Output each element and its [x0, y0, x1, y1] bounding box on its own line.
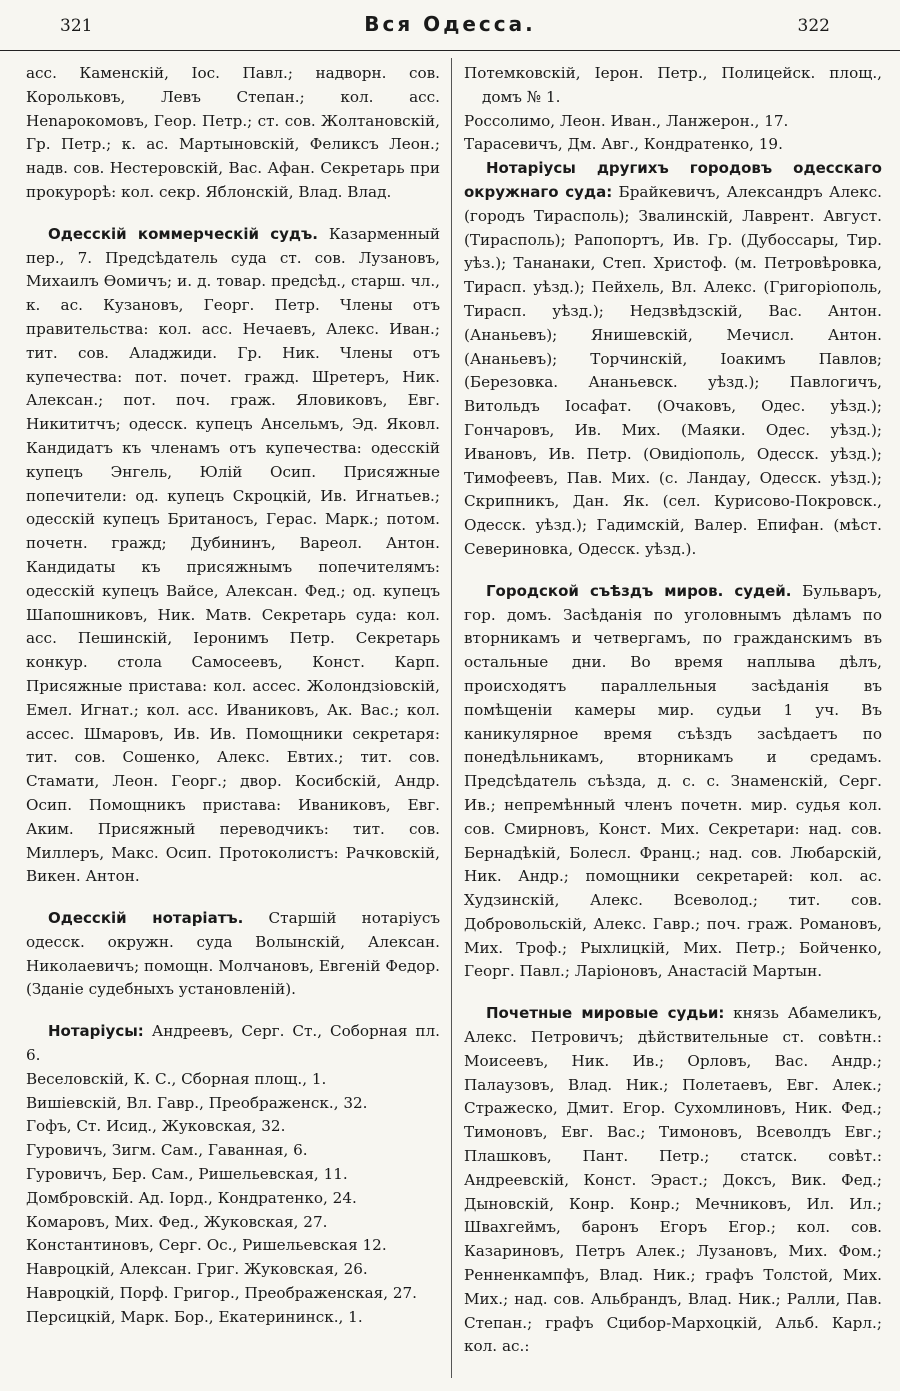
right-page-number: 322	[797, 16, 830, 36]
notary-entry: Навроцкій, Порф. Григор., Преображенская, 27.	[26, 1284, 418, 1303]
city-congress-text: Бульваръ, гор. домъ. Засѣданія по уголовнымъ дѣламъ по вторникамъ и четвергамъ, по гражданскимъ въ остальные дни. Во время наплыва дѣлъ, происходятъ параллельныя засѣданія въ помѣщеніи камеры мир. судьи 1 уч. Въ каникулярное время съѣздъ засѣдаетъ по понедѣльникамъ, вторникамъ и средамъ. Предсѣдатель съѣзда, д. с. с. Знаменскій, Серг. Ив.; непремѣнный членъ почетн. мир. судья кол. сов. Смирновъ, Конст. Мих. Секретари: над. сов. Бернадѣкій, Болесл. Франц.; над. сов. Любарскій, Ник. Андр.; помощники секретарей: кол. ас. Худзинскій, Алекс. Всеволод.; тит. сов. Добровольскій, Алекс. Гавр.; поч. граж. Романовъ, Мих. Троф.; Рыхлицкій, Мих. Петр.; Бойченко, Георг. Павл.; Ларіоновъ, Анастасій Мартын.	[464, 581, 882, 981]
column-divider	[451, 58, 452, 1378]
other-towns-notaries-text: Брайкевичъ, Александръ Алекс. (городъ Тирасполь); Звалинскій, Лаврент. Август. (Тирасполь); Рапопортъ, Ив. Гр. (Дубоссары, Тир. уѣз.); Тананаки, Степ. Христоф. (м. Петровѣровка, Тирасп. уѣзд.); Пейхель, Вл. Алекс. (Григоріополь, Тирасп. уѣзд.); Недзвѣдзскій, Вас. Антон. (Ананьевъ); Янишевскій, Мечисл. Антон. (Ананьевъ); Торчинскій, Іоакимъ Павлов; (Березовка. Ананьевск. уѣзд.); Павлогичъ, Витольдъ Іосафат. (Очаковъ, Одес. уѣзд.); Гончаровъ, Ив. Мих. (Маяки. Одес. уѣзд.); Ивановъ, Ив. Петр. (Овидіополь, Одесск. уѣзд.); Тимофеевъ, Пав. Мих. (с. Ландау, Одесск. уѣзд.); Скрипникъ, Дан. Як. (сел. Курисово-Покровск., Одесск. уѣзд.); Гадимскій, Валер. Епифан. (мѣст. Севериновка, Одесск. уѣзд.).	[464, 182, 882, 558]
notaries-heading: Нотаріусы:	[48, 1022, 144, 1041]
city-congress-heading: Городской съѣздъ миров. судей.	[486, 581, 792, 600]
notary-entry: Андреевъ, Серг. Ст., Соборная пл. 6.	[26, 1022, 440, 1065]
notary-entry: Веселовскій, К. С., Сборная площ., 1.	[26, 1069, 327, 1088]
notaries-section	[26, 1020, 440, 1068]
notary-entry: Домбровскій. Ад. Іорд., Кондратенко, 24.	[26, 1188, 357, 1207]
notaries-list	[26, 1068, 440, 1330]
notary-entry: Гуровичъ, Зигм. Сам., Гаванная, 6.	[26, 1141, 308, 1160]
notariat-heading: Одесскій нотаріатъ.	[48, 909, 244, 928]
commercial-court-text: Казарменный пер., 7. Предсѣдатель суда ст. сов. Лузановъ, Михаилъ Ѳомичъ; и. д. товар. предсѣд., старш. чл., к. ас. Кузановъ, Георг. Петр. Члены отъ правительства: кол. асс. Нечаевъ, Алекс. Иван.; тит. сов. Аладжиди. Гр. Ник. Члены отъ купечества: пот. почет. гражд. Шретеръ, Ник. Алексан.; пот. поч. граж. Яловиковъ, Евг. Никититчъ; одесск. купецъ Ансельмъ, Эд. Яковл. Кандидатъ къ членамъ отъ купечества: одесскій купецъ Энгель, Юлій Осип. Присяжные попечители: од. купецъ Скроцкій, Ив. Игнатьев.; одесскій купецъ Британосъ, Герас. Марк.; потом. почетн. гражд; Дубининъ, Вареол. Антон. Кандидаты къ присяжнымъ попечителямъ: одесскій купецъ Вайсе, Алексан. Фед.; од. купецъ Шапошниковъ, Ник. Матв. Секретарь суда: кол. асс. Пешинскій, Іеронимъ Петр. Секретарь конкур. стола Самосеевъ, Конст. Карп. Присяжные пристава: кол. ассес. Жолондзіовскій, Емел. Игнат.; кол. асс. Иваниковъ, Ак. Вас.; кол. ассес. Шмаровъ, Ив. Ив. Помощники секретаря: тит. сов. Сошенко, Алекс. Евтих.; тит. сов. Стамати, Леон. Георг.; двор. Косибскій, Андр. Осип. Помощникъ пристава: Иваниковъ, Евг. Аким. Присяжный переводчикъ: тит. сов. Миллеръ, Макс. Осип. Протоколистъ: Рачковскій, Викен. Антон.	[26, 224, 440, 886]
notary-entry: Комаровъ, Мих. Фед., Жуковская, 27.	[26, 1212, 328, 1231]
notariat-text: Старшій нотаріусъ одесск. окружн. суда Волынскій, Алексан. Николаевичъ; помощн. Молчановъ, Евгеній Федор. (Зданіе судебныхъ установленій).	[26, 909, 440, 999]
city-congress-section	[464, 580, 882, 985]
prosecutor-staff-continuation: асс. Каменскій, Іос. Павл.; надворн. сов. Корольковъ, Левъ Степан.; кол. асс. Неnарокомовъ, Геор. Петр.; ст. сов. Жолтановскій, Гр. Петр.; к. ас. Мартыновскій, Феликсъ Леон.; надв. сов. Нестеровскій, Вас. Афан. Секретарь при прокурорѣ: кол. секр. Яблонскій, Влад. Влад.	[26, 64, 440, 201]
notary-entry: Вишіевскій, Вл. Гавр., Преображенск., 32.	[26, 1093, 368, 1112]
other-towns-notaries-section	[464, 157, 882, 562]
notary-entry: Гуровичъ, Бер. Сам., Ришельевская, 11.	[26, 1165, 348, 1184]
honorary-judges-section	[464, 1002, 882, 1359]
right-column	[464, 62, 882, 1382]
notary-entry: Потемковскій, Іерон. Петр., Полицейск. площ., домъ № 1.	[464, 64, 882, 106]
honorary-judges-text: князь Абамеликъ, Алекс. Петровичъ; дѣйствительные ст. совѣтн.: Моисеевъ, Ник. Ив.; Орловъ, Вас. Андр.; Палаузовъ, Влад. Ник.; Полетаевъ, Евг. Алек.; Стражеско, Дмит. Егор. Сухомлиновъ, Ник. Фед.; Тимоновъ, Евг. Вас.; Тимоновъ, Всеволдъ Евг.; Плашковъ, Пант. Петр.; статск. совѣт.: Андреевскій, Конст. Эраст.; Доксъ, Вик. Фед.; Дыновскій, Конр. Конр.; Мечниковъ, Ил. Ил.; Швахгеймъ, баронъ Егоръ Егор.; кол. сов. Казариновъ, Петръ Алек.; Лузановъ, Мих. Фом.; Ренненкампфъ, Влад. Ник.; графъ Толстой, Мих. Мих.; над. сов. Альбрандъ, Влад. Ник.; Ралли, Пав. Степан.; графъ Сцибор-Мархоцкій, Альб. Карл.; кол. ас.:	[464, 1004, 882, 1356]
running-title: Вся Одесса.	[364, 12, 536, 36]
notary-entry: Россолимо, Леон. Иван., Ланжерон., 17.	[464, 111, 789, 130]
notary-entry: Тарасевичъ, Дм. Авг., Кондратенко, 19.	[464, 135, 783, 154]
notary-entry: Гофъ, Ст. Исид., Жуковская, 32.	[26, 1117, 286, 1136]
commercial-court-heading: Одесскій коммерческій судъ.	[48, 224, 319, 243]
left-column	[26, 62, 440, 1382]
other-towns-notaries-heading: Нотаріусы другихъ городовъ одесскаго окружнаго суда:	[464, 159, 882, 201]
page-header	[0, 0, 900, 51]
notariat-section	[26, 907, 440, 1002]
notary-entry: Константиновъ, Серг. Ос., Ришельевская 12.	[26, 1236, 387, 1255]
commercial-court-section	[26, 223, 440, 889]
notary-entry: Навроцкій, Алексан. Григ. Жуковская, 26.	[26, 1260, 368, 1279]
honorary-judges-heading: Почетные мировые судьи:	[486, 1004, 725, 1023]
notary-entry: Персицкій, Марк. Бор., Екатерининск., 1.	[26, 1307, 363, 1326]
left-page-number: 321	[60, 16, 93, 36]
